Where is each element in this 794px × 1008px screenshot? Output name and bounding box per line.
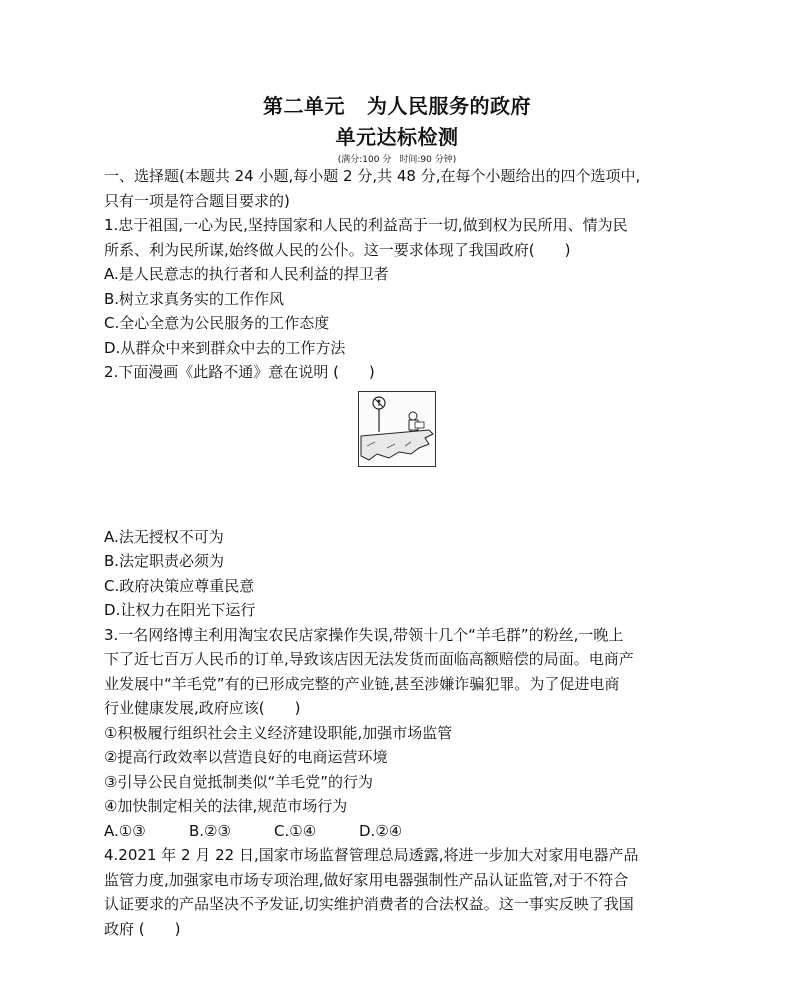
cartoon-image: [358, 391, 436, 467]
q4-stem-line-3: 认证要求的产品坚决不予发证,切实维护消费者的合法权益。这一事实反映了我国: [104, 895, 634, 913]
section-heading-line-1: 一、选择题(本题共 24 小题,每小题 2 分,共 48 分,在每个小题给出的四个选项中,: [104, 167, 641, 185]
q1-option-b: B.树立求真务实的工作作风: [104, 289, 285, 308]
q3-stem-line-3: 业发展中“羊毛党”有的已形成完整的产业链,甚至涉嫌诈骗犯罪。为了促进电商: [104, 674, 620, 693]
q3-option-d: D.②④: [359, 821, 403, 840]
q3-stem-line-2: 下了近七百万人民币的订单,导致该店因无法发货而面临高额赔偿的局面。电商产: [104, 650, 634, 668]
q3-item-3: ③引导公民自觉抵制类似“羊毛党”的行为: [104, 772, 373, 791]
q4-stem-line-2: 监管力度,加强家电市场专项治理,做好家用电器强制性产品认证监管,对于不符合: [104, 870, 629, 889]
q2-option-d: D.让权力在阳光下运行: [104, 601, 256, 619]
q2-option-b: B.法定职责必须为: [104, 552, 225, 570]
q3-item-1: ①积极履行组织社会主义经济建设职能,加强市场监管: [104, 723, 453, 742]
q3-item-4: ④加快制定相关的法律,规范市场行为: [104, 797, 348, 815]
q2-cartoon-area: [104, 385, 694, 525]
title-unit: 第二单元: [263, 94, 345, 118]
q1-option-d: D.从群众中来到群众中去的工作方法: [104, 338, 346, 357]
q4-stem-line-4: 政府 ( ): [104, 919, 181, 938]
score-time: 时间:90 分钟): [399, 155, 457, 165]
q3-options: [104, 819, 694, 844]
q2-option-a: A.法无授权不可为: [104, 527, 224, 546]
q3-item-2: ②提高行政效率以营造良好的电商运营环境: [104, 748, 388, 766]
section-heading-line-2: 只有一项是符合题目要求的): [104, 191, 290, 210]
title-topic: 为人民服务的政府: [367, 94, 531, 118]
q3-option-a: A.①③: [104, 821, 146, 840]
q3-option-b: B.②③: [189, 821, 231, 840]
q3-option-c: C.①④: [274, 821, 317, 840]
q2-stem: 2.下面漫画《此路不通》意在说明 ( ): [104, 363, 375, 381]
q1-option-c: C.全心全意为公民服务的工作态度: [104, 314, 330, 332]
q1-option-a: A.是人民意志的执行者和人民利益的捍卫者: [104, 265, 389, 283]
q3-stem-line-4: 行业健康发展,政府应该( ): [104, 699, 301, 717]
q1-stem-line-2: 所系、利为民所谋,始终做人民的公仆。这一要求体现了我国政府( ): [104, 240, 571, 259]
score-full: (满分:100 分: [337, 155, 392, 165]
q2-option-c: C.政府决策应尊重民意: [104, 576, 255, 595]
q3-stem-line-1: 3.一名网络博主利用淘宝农民店家操作失误,带领十几个“羊毛群”的粉丝,一晚上: [104, 625, 624, 644]
page-subtitle: 单元达标检测: [335, 125, 459, 149]
q4-stem-line-1: 4.2021 年 2 月 22 日,国家市场监督管理总局透露,将进一步加大对家用电器产品: [104, 846, 639, 864]
q1-stem-line-1: 1.忠于祖国,一心为民,坚持国家和人民的利益高于一切,做到权为民所用、情为民: [104, 216, 628, 234]
page-title: [0, 90, 794, 119]
question-body: [104, 164, 694, 941]
